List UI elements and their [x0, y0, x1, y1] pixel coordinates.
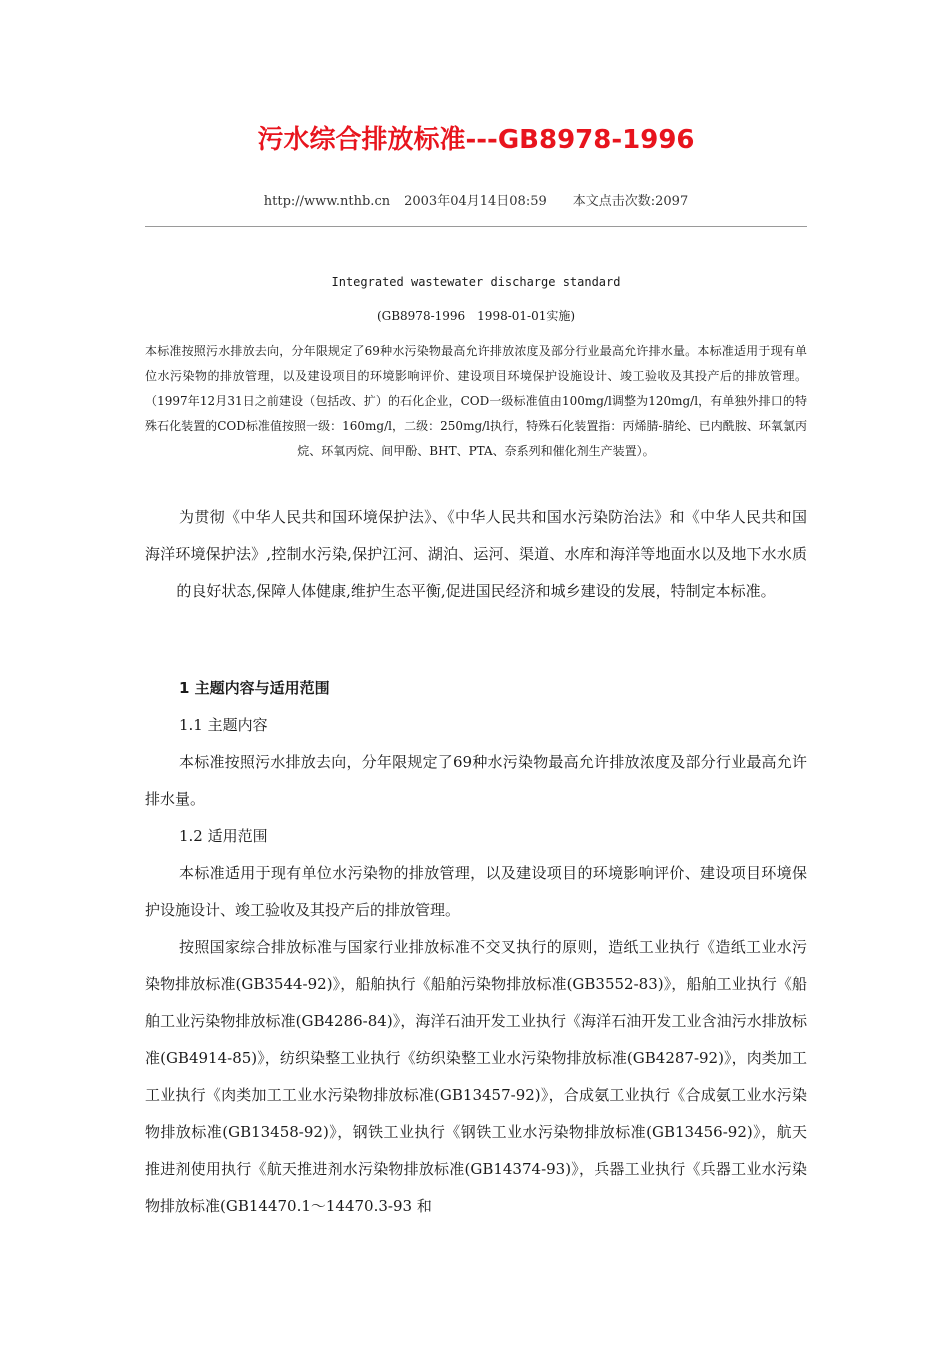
section-1-2-text-continued: 按照国家综合排放标准与国家行业排放标准不交叉执行的原则，造纸工业执行《造纸工业水污染物排放标准(GB3544-92)》，船舶执行《船舶污染物排放标准(GB3552-83)》，船舶工业执行《船舶工业污染物排放标准(GB4286-84)》，海洋石油开发工业执行《海洋石油开发工业含油污水排放标准(GB4914-85)》，纺织染整工业执行《纺织染整工业水污染物排放标准(GB4287-92)》，肉类加工工业执行《肉类加工工业水污染物排放标准(GB13457-92)》，合成氨工业执行《合成氨工业水污染物排放标准(GB13458-92)》，钢铁工业执行《钢铁工业水污染物排放标准(GB13456-92)》，航天推进剂使用执行《航天推进剂水污染物排放标准(GB14374-93)》，兵器工业执行《兵器工业水污染物排放标准(GB14470.1～14470.3-93 和 — [145, 938, 807, 1215]
section-1-1-heading: 1.1 主题内容 — [179, 716, 268, 734]
section-1-1-text: 本标准按照污水排放去向，分年限规定了69种水污染物最高允许排放浓度及部分行业最高允许排水量。 — [145, 753, 807, 808]
standard-info: (GB8978-1996 1998-01-01实施) — [376, 309, 576, 323]
abstract-text: 本标准按照污水排放去向，分年限规定了69种水污染物最高允许排放浓度及部分行业最高允许排水量。本标准适用于现有单位水污染物的排放管理，以及建设项目的环境影响评价、建设项目环境保护设施设计、竣工验收及其投产后的排放管理。（1997年12月31日之前建设（包括改、扩）的石化企业，COD一级标准值由100mg/l调整为120mg/l，有单独外排口的特殊石化装置的COD标准值按照一级：160mg/l，二级：250mg/l执行，特殊石化装置指：丙烯腈-腈纶、已内酰胺、环氧氯丙烷、环氧丙烷、间甲酚、BHT、PTA、奈系列和催化剂生产装置）。 — [145, 344, 807, 458]
click-count: 本文点击次数:2097 — [572, 194, 689, 209]
header-divider — [145, 226, 807, 227]
english-title: Integrated wastewater discharge standard — [331, 275, 621, 289]
intro-paragraph: 为贯彻《中华人民共和国环境保护法》、《中华人民共和国水污染防治法》和《中华人民共和国海洋环境保护法》,控制水污染,保护江河、湖泊、运河、渠道、水库和海洋等地面水以及地下水水质的良好状态,保障人体健康,维护生态平衡,促进国民经济和城乡建设的发展，特制定本标准。 — [145, 508, 807, 600]
section-1-heading: 1 主题内容与适用范围 — [179, 679, 330, 697]
section-1-2-heading: 1.2 适用范围 — [179, 827, 268, 845]
section-1-2-text: 本标准适用于现有单位水污染物的排放管理，以及建设项目的环境影响评价、建设项目环境保护设施设计、竣工验收及其投产后的排放管理。 — [145, 864, 807, 919]
source-url: http://www.nthb.cn — [263, 194, 391, 209]
publish-date: 2003年04月14日08:59 — [404, 194, 547, 209]
article-meta — [145, 192, 807, 212]
page-title: 污水综合排放标准---GB8978-1996 — [257, 125, 695, 155]
